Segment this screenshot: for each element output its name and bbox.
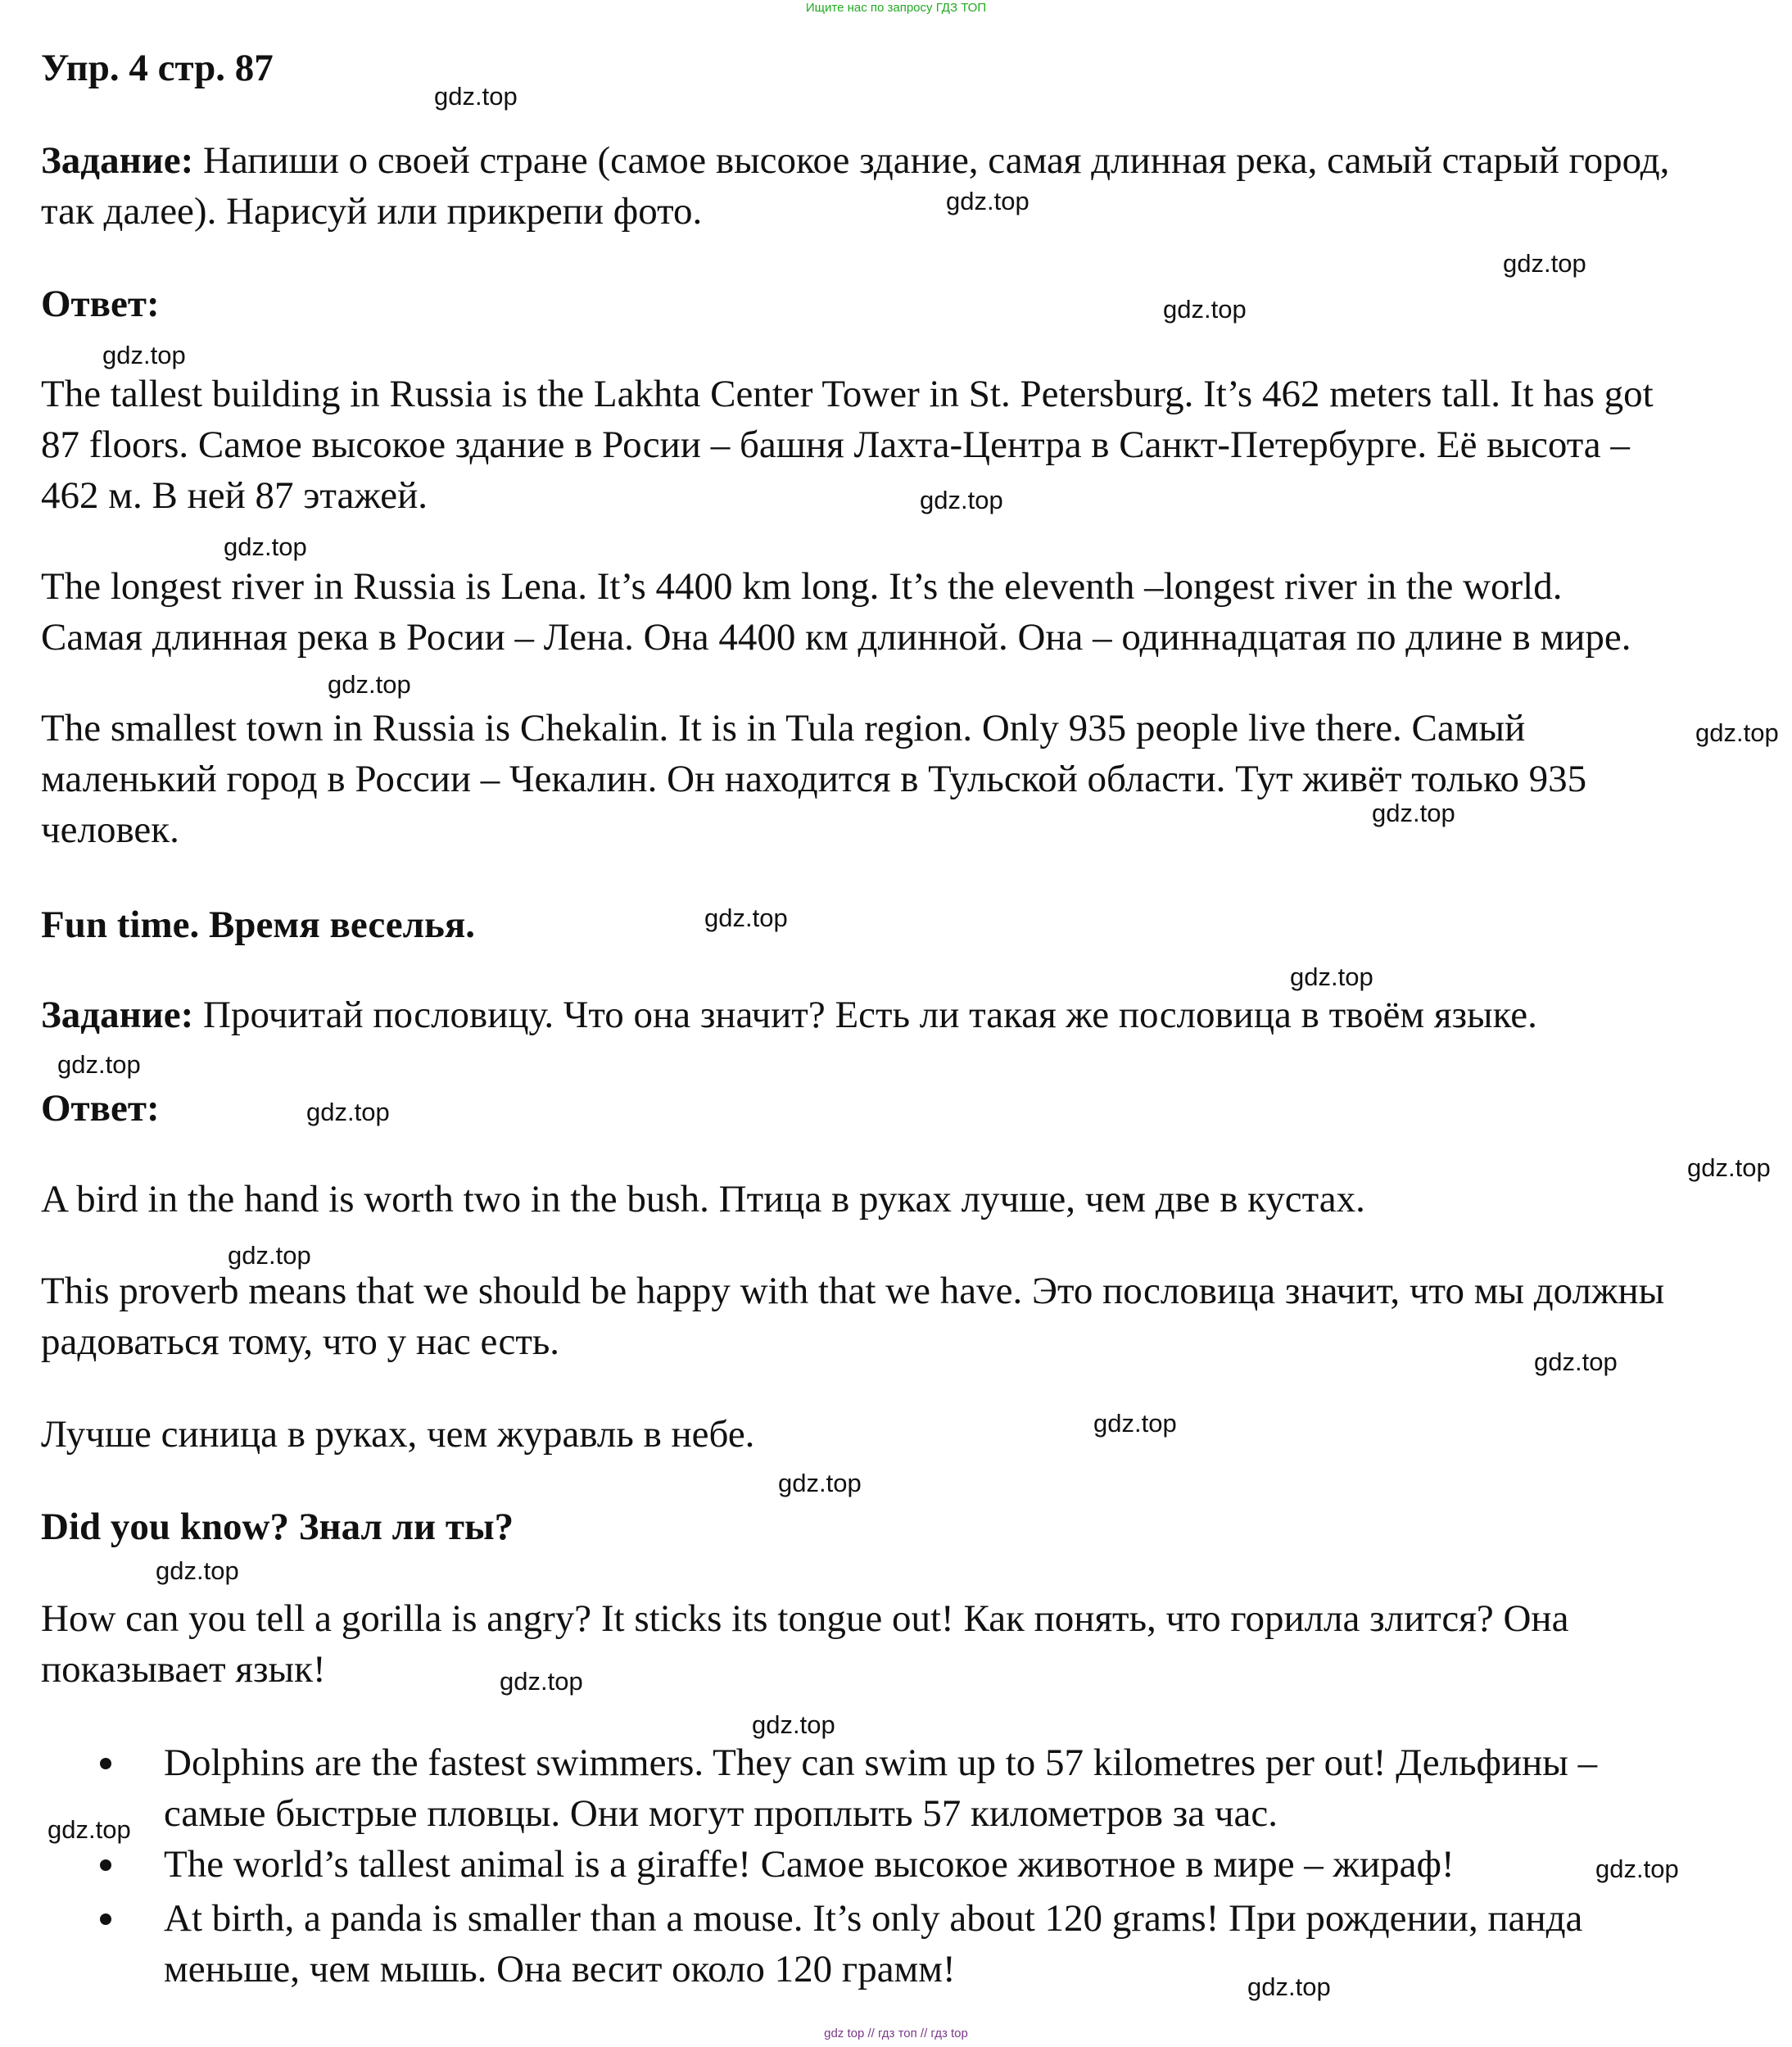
task2-block	[41, 990, 1777, 1040]
facts-list	[41, 1737, 1777, 1995]
bullet-icon	[100, 1758, 111, 1769]
russian-equivalent: Лучше синица в руках, чем журавль в небе.	[41, 1413, 755, 1456]
watermark: gdz.top	[1372, 799, 1455, 827]
meaning-line: радоваться тому, что у нас есть.	[41, 1320, 560, 1363]
para3-line: человек.	[41, 808, 179, 851]
gorilla-fact	[41, 1593, 1777, 1695]
watermark: gdz.top	[946, 187, 1029, 215]
watermark: gdz.top	[1247, 1972, 1331, 2001]
watermark: gdz.top	[1093, 1409, 1177, 1438]
top-search-note: Ищите нас по запросу ГДЗ ТОП	[805, 1, 987, 15]
para1-line: 87 floors. Самое высокое здание в Росии – башня Лахта-Центра в Санкт-Петербурге. Её высота –	[41, 423, 1630, 466]
list-item	[41, 1893, 1777, 1995]
fact-line: меньше, чем мышь. Она весит около 120 грамм!	[164, 1948, 956, 1990]
watermark: gdz.top	[328, 670, 411, 699]
fact-line: Dolphins are the fastest swimmers. They can swim up to 57 kilometres per out! Дельфины –	[164, 1741, 1598, 1784]
para3-line: маленький город в России – Чекалин. Он находится в Тульской области. Тут живёт только 935	[41, 758, 1587, 800]
task2-text: Прочитай пословицу. Что она значит? Есть ли такая же пословица в твоём языке.	[203, 994, 1537, 1036]
fact-line: The world’s tallest animal is a giraffe! Самое высокое животное в мире – жираф!	[164, 1843, 1455, 1886]
meaning-line: This proverb means that we should be happy with that we have. Это пословица значит, что мы должны	[41, 1270, 1665, 1312]
watermark: gdz.top	[434, 82, 518, 111]
task2-label: Задание:	[41, 994, 194, 1036]
task1-text-1: Напиши о своей стране (самое высокое здание, самая длинная река, самый старый город,	[203, 139, 1670, 182]
para3-line: The smallest town in Russia is Chekalin. It is in Tula region. Only 935 people live there. Самый	[41, 707, 1526, 750]
watermark: gdz.top	[224, 532, 307, 561]
footer-note: gdz top // гдз топ // гдз top	[824, 2027, 968, 2040]
watermark: gdz.top	[778, 1469, 862, 1497]
watermark: gdz.top	[57, 1050, 141, 1079]
list-item	[41, 1737, 1777, 1839]
para1-line: 462 м. В ней 87 этажей.	[41, 474, 428, 517]
task1-line2: так далее). Нарисуй или прикрепи фото.	[41, 190, 703, 233]
watermark: gdz.top	[1503, 249, 1586, 278]
watermark: gdz.top	[1290, 962, 1373, 991]
fact-line: At birth, a panda is smaller than a mouse. It’s only about 120 grams! При рождении, панда	[164, 1897, 1583, 1940]
gorilla-line: показывает язык!	[41, 1648, 326, 1691]
task1-label: Задание:	[41, 139, 194, 182]
watermark: gdz.top	[752, 1710, 835, 1739]
watermark: gdz.top	[1534, 1347, 1618, 1376]
watermark: gdz.top	[1595, 1855, 1679, 1883]
paragraph-tallest-building	[41, 369, 1777, 521]
task1-line1	[41, 135, 1777, 186]
watermark: gdz.top	[920, 486, 1003, 514]
fun-time-heading: Fun time. Время веселья.	[41, 903, 476, 946]
proverb-text: A bird in the hand is worth two in the bush. Птица в руках лучше, чем две в кустах.	[41, 1178, 1365, 1221]
watermark: gdz.top	[156, 1556, 239, 1585]
page-heading: Упр. 4 стр. 87	[41, 47, 274, 89]
paragraph-longest-river	[41, 561, 1777, 663]
fact-line: самые быстрые пловцы. Они могут проплыть 57 километров за час.	[164, 1792, 1278, 1835]
task1-block	[41, 135, 1777, 237]
list-item	[41, 1839, 1777, 1890]
watermark: gdz.top	[228, 1241, 311, 1270]
watermark: gdz.top	[1695, 718, 1779, 747]
watermark: gdz.top	[1687, 1153, 1771, 1182]
watermark: gdz.top	[500, 1667, 583, 1696]
gorilla-line: How can you tell a gorilla is angry? It sticks its tongue out! Как понять, что горилла злится? Она	[41, 1597, 1569, 1640]
watermark: gdz.top	[48, 1815, 131, 1844]
bullet-icon	[100, 1859, 111, 1871]
answer2-label: Ответ:	[41, 1087, 160, 1130]
para2-line: Самая длинная река в Росии – Лена. Она 4400 км длинной. Она – одиннадцатая по длине в мире.	[41, 616, 1631, 659]
watermark: gdz.top	[102, 341, 186, 369]
watermark: gdz.top	[306, 1098, 390, 1126]
paragraph-smallest-town	[41, 703, 1777, 855]
watermark: gdz.top	[704, 903, 788, 932]
proverb-meaning	[41, 1266, 1777, 1367]
para2-line: The longest river in Russia is Lena. It’s 4400 km long. It’s the eleventh –longest river in the world.	[41, 565, 1563, 608]
bullet-icon	[100, 1913, 111, 1925]
answer1-label: Ответ:	[41, 283, 160, 325]
para1-line: The tallest building in Russia is the Lakhta Center Tower in St. Petersburg. It’s 462 meters tall. It has got	[41, 373, 1654, 415]
watermark: gdz.top	[1163, 295, 1247, 324]
did-you-know-heading: Did you know? Знал ли ты?	[41, 1506, 514, 1548]
